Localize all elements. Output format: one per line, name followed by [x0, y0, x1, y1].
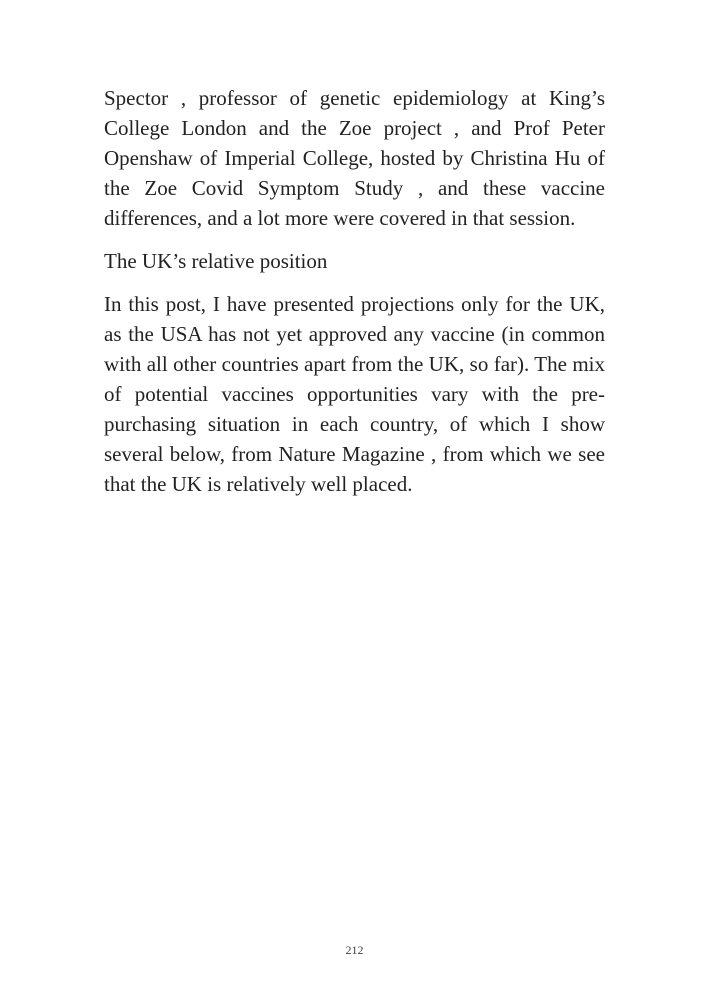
section-heading: The UK’s relative position [104, 249, 328, 273]
body-paragraph-1: Spector , professor of genetic epidemiology at King’s College London and the Zoe project , and Prof Peter Openshaw of Imperial College, hosted by Christina Hu of the Zoe Covid Symptom Study , and these vaccine differences, and a lot more were covered in that session. [104, 86, 605, 230]
page-number: 212 [345, 943, 364, 957]
page-content [104, 83, 605, 512]
body-paragraph-2: In this post, I have presented projections only for the UK, as the USA has not yet approved any vaccine (in common with all other countries apart from the UK, so far). The mix of potential vaccines opportunities vary with the pre-purchasing situation in each country, of which I show several below, from Nature Magazine , from which we see that the UK is relatively well placed. [104, 292, 605, 496]
